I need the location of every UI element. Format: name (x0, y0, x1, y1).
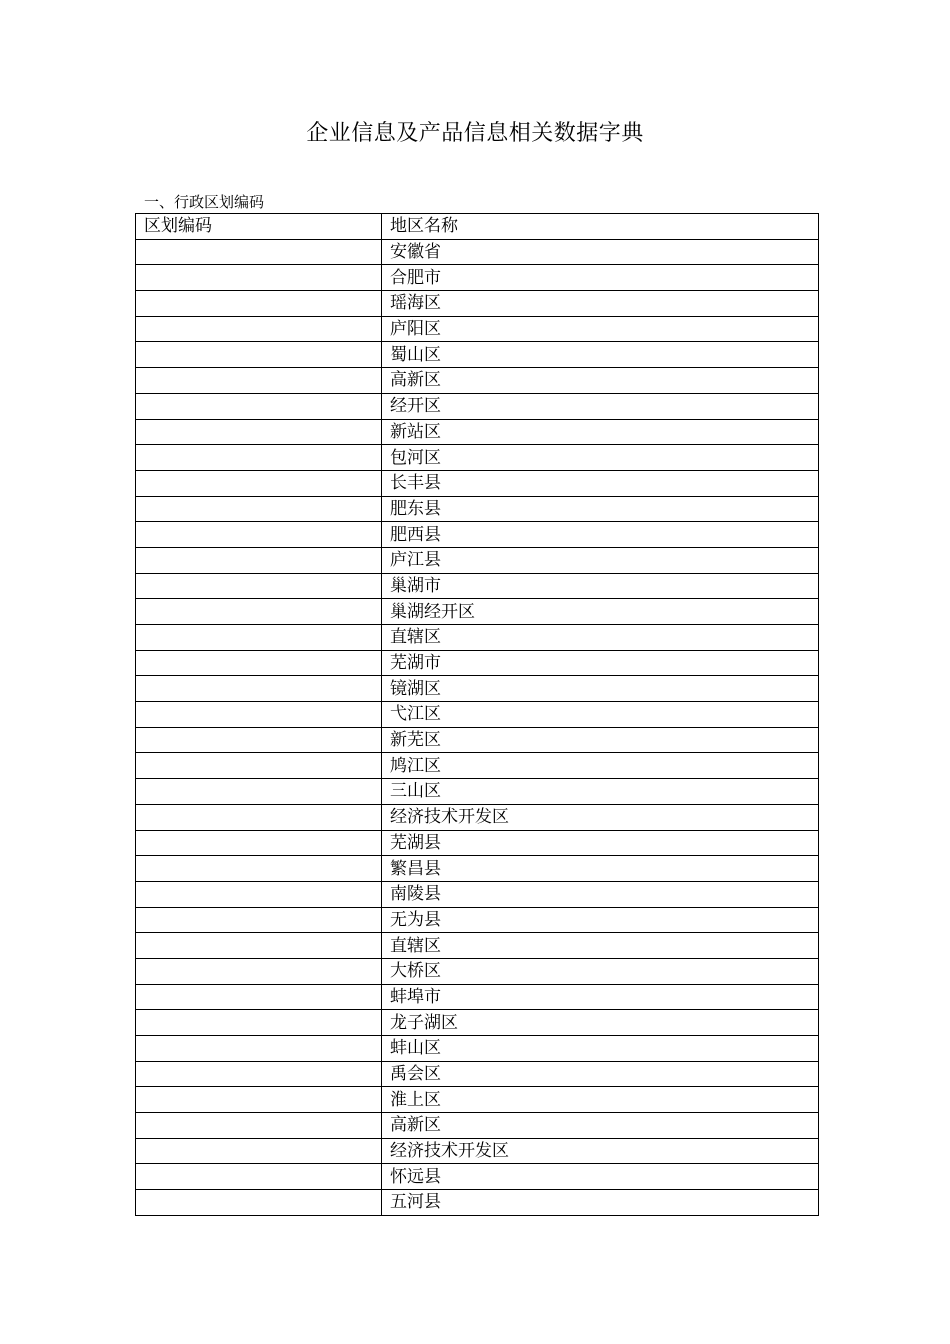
region-code-cell (136, 445, 382, 471)
header-region-name: 地区名称 (382, 214, 819, 240)
region-name-cell: 蚌山区 (382, 1036, 819, 1062)
region-code-cell (136, 1113, 382, 1139)
region-code-cell (136, 573, 382, 599)
table-row (136, 907, 819, 933)
table-row (136, 547, 819, 573)
region-code-cell (136, 599, 382, 625)
table-row (136, 470, 819, 496)
region-name-cell: 肥东县 (382, 496, 819, 522)
header-region-code: 区划编码 (136, 214, 382, 240)
region-name-cell: 庐阳区 (382, 316, 819, 342)
region-code-cell (136, 419, 382, 445)
region-name-cell: 巢湖经开区 (382, 599, 819, 625)
document-title: 企业信息及产品信息相关数据字典 (306, 121, 644, 146)
region-code-cell (136, 316, 382, 342)
region-name-cell: 淮上区 (382, 1087, 819, 1113)
table-header-row (136, 214, 819, 240)
region-code-cell (136, 779, 382, 805)
region-name-cell: 无为县 (382, 907, 819, 933)
region-name-cell: 弋江区 (382, 702, 819, 728)
region-code-cell (136, 1036, 382, 1062)
region-name-cell: 鸠江区 (382, 753, 819, 779)
table-row (136, 316, 819, 342)
region-name-cell: 繁昌县 (382, 856, 819, 882)
table-row (136, 419, 819, 445)
table-row (136, 342, 819, 368)
table-row (136, 1113, 819, 1139)
region-code-cell (136, 1061, 382, 1087)
region-name-cell: 经开区 (382, 393, 819, 419)
region-name-cell: 新芜区 (382, 727, 819, 753)
table-row (136, 856, 819, 882)
region-name-cell: 芜湖市 (382, 650, 819, 676)
region-name-cell: 经济技术开发区 (382, 1138, 819, 1164)
region-name-cell: 五河县 (382, 1190, 819, 1216)
region-code-cell (136, 804, 382, 830)
region-code-cell (136, 881, 382, 907)
table-row (136, 1010, 819, 1036)
table-row (136, 676, 819, 702)
region-name-cell: 巢湖市 (382, 573, 819, 599)
region-code-cell (136, 856, 382, 882)
table-row (136, 933, 819, 959)
region-code-cell (136, 830, 382, 856)
region-code-cell (136, 470, 382, 496)
table-row (136, 779, 819, 805)
table-row (136, 1138, 819, 1164)
table-body (136, 214, 819, 1216)
region-name-cell: 高新区 (382, 368, 819, 394)
region-name-cell: 龙子湖区 (382, 1010, 819, 1036)
region-code-cell (136, 393, 382, 419)
region-code-cell (136, 1190, 382, 1216)
region-code-cell (136, 1138, 382, 1164)
table-row (136, 496, 819, 522)
region-code-cell (136, 265, 382, 291)
region-name-cell: 经济技术开发区 (382, 804, 819, 830)
region-name-cell: 新站区 (382, 419, 819, 445)
region-code-cell (136, 676, 382, 702)
region-name-cell: 长丰县 (382, 470, 819, 496)
region-code-cell (136, 547, 382, 573)
region-name-cell: 怀远县 (382, 1164, 819, 1190)
region-code-cell (136, 625, 382, 651)
region-name-cell: 肥西县 (382, 522, 819, 548)
table-row (136, 445, 819, 471)
table-row (136, 393, 819, 419)
table-row (136, 1087, 819, 1113)
region-code-cell (136, 1087, 382, 1113)
region-name-cell: 南陵县 (382, 881, 819, 907)
region-code-cell (136, 239, 382, 265)
table-row (136, 804, 819, 830)
region-name-cell: 大桥区 (382, 958, 819, 984)
region-name-cell: 三山区 (382, 779, 819, 805)
region-name-cell: 高新区 (382, 1113, 819, 1139)
region-name-cell: 直辖区 (382, 933, 819, 959)
table-row (136, 753, 819, 779)
region-code-cell (136, 958, 382, 984)
table-row (136, 368, 819, 394)
table-row (136, 984, 819, 1010)
table-row (136, 1190, 819, 1216)
region-code-cell (136, 907, 382, 933)
table-row (136, 727, 819, 753)
region-code-cell (136, 522, 382, 548)
region-name-cell: 镜湖区 (382, 676, 819, 702)
section-heading: 一、行政区划编码 (144, 193, 265, 211)
region-code-cell (136, 650, 382, 676)
region-name-cell: 瑶海区 (382, 291, 819, 317)
table-row (136, 1164, 819, 1190)
region-code-cell (136, 1010, 382, 1036)
region-code-cell (136, 702, 382, 728)
table-row (136, 830, 819, 856)
region-code-cell (136, 933, 382, 959)
region-name-cell: 蚌埠市 (382, 984, 819, 1010)
region-name-cell: 芜湖县 (382, 830, 819, 856)
region-name-cell: 合肥市 (382, 265, 819, 291)
table-row (136, 1036, 819, 1062)
table-row (136, 625, 819, 651)
table-row (136, 522, 819, 548)
table-row (136, 573, 819, 599)
region-name-cell: 包河区 (382, 445, 819, 471)
region-name-cell: 禹会区 (382, 1061, 819, 1087)
table-row (136, 650, 819, 676)
region-code-cell (136, 291, 382, 317)
region-code-cell (136, 727, 382, 753)
region-code-table (135, 213, 819, 1216)
table-row (136, 599, 819, 625)
region-code-cell (136, 342, 382, 368)
table-row (136, 1061, 819, 1087)
region-name-cell: 蜀山区 (382, 342, 819, 368)
table-row (136, 702, 819, 728)
region-code-cell (136, 368, 382, 394)
table-row (136, 265, 819, 291)
region-name-cell: 直辖区 (382, 625, 819, 651)
region-code-cell (136, 496, 382, 522)
region-code-cell (136, 753, 382, 779)
region-code-cell (136, 1164, 382, 1190)
region-name-cell: 安徽省 (382, 239, 819, 265)
table-row (136, 239, 819, 265)
table-row (136, 958, 819, 984)
table-row (136, 881, 819, 907)
table-row (136, 291, 819, 317)
region-code-cell (136, 984, 382, 1010)
region-name-cell: 庐江县 (382, 547, 819, 573)
